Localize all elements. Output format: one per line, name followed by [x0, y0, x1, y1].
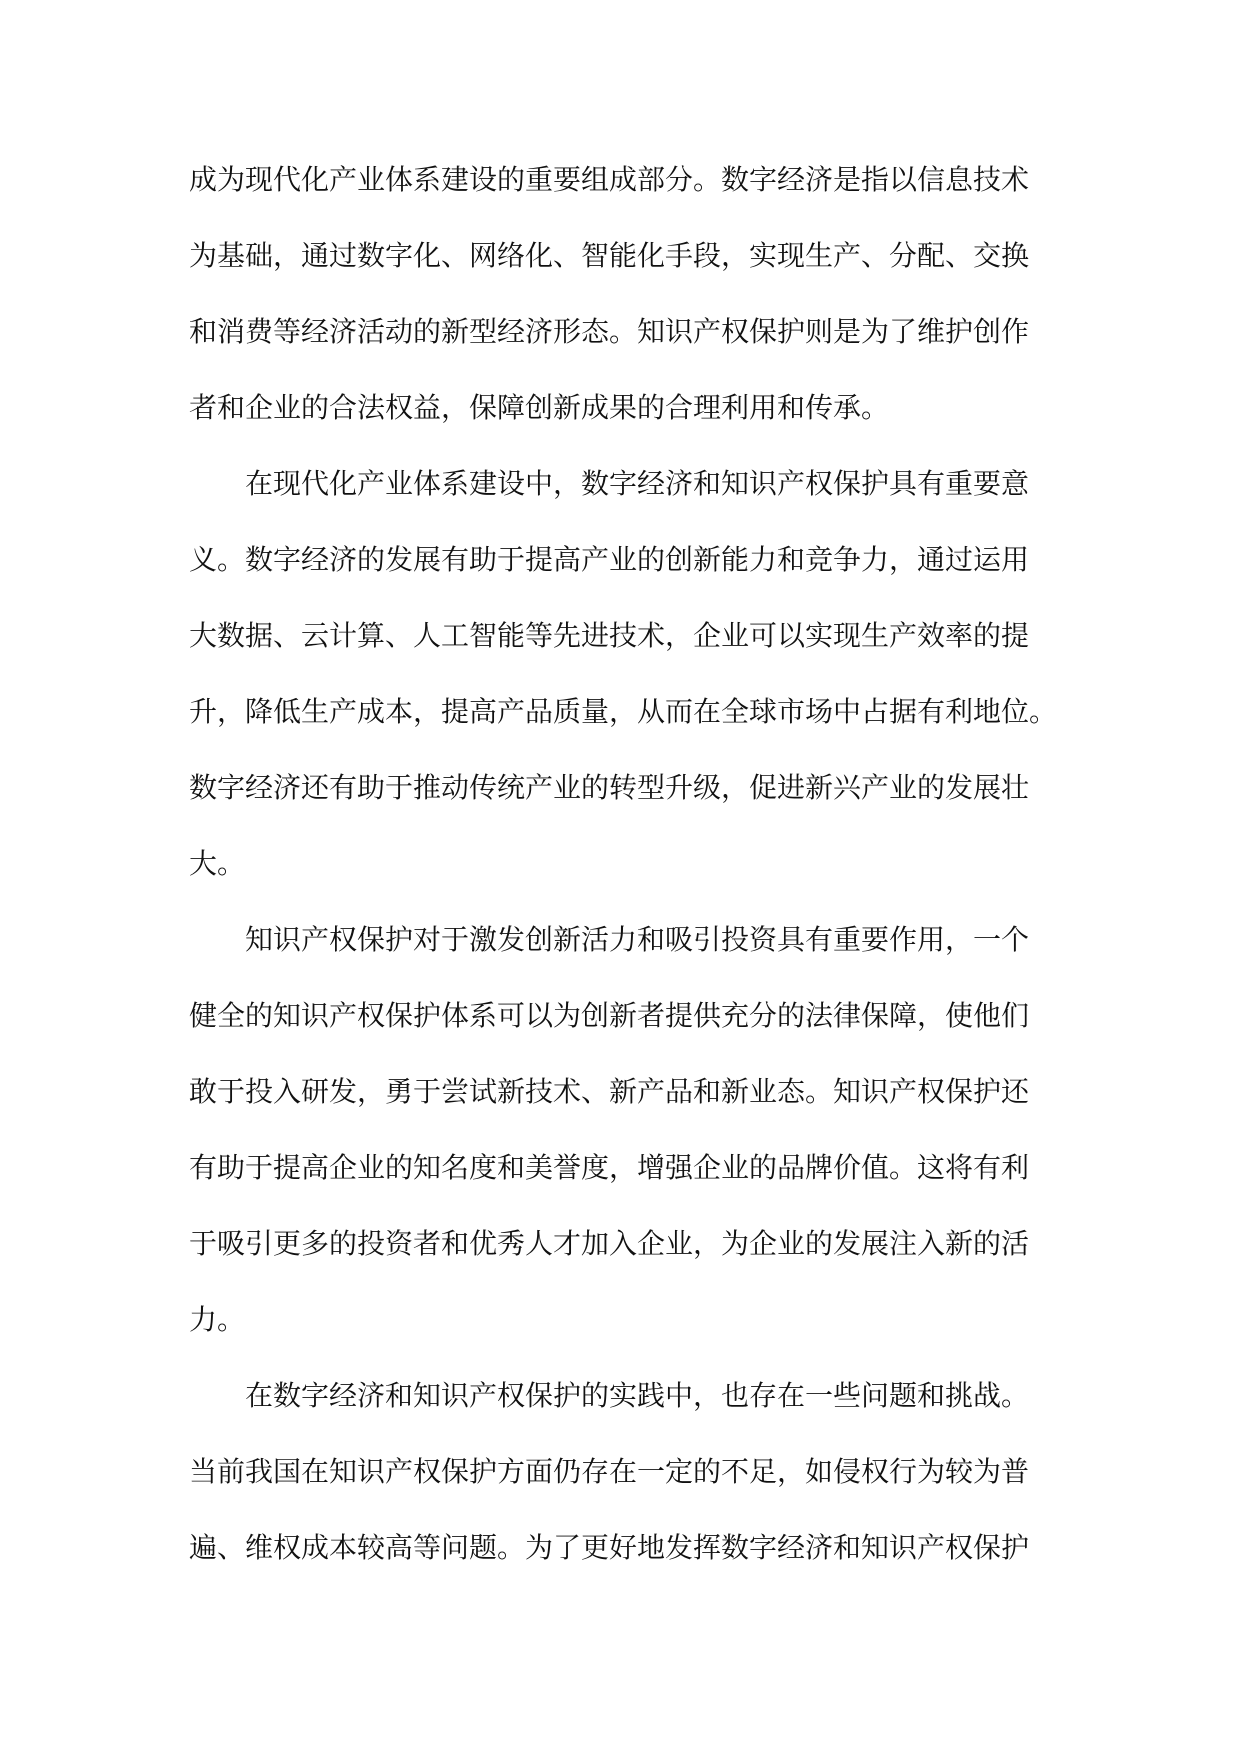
text-line: 和消费等经济活动的新型经济形态。知识产权保护则是为了维护创作 — [189, 315, 1030, 348]
text-line: 力。 — [189, 1303, 246, 1336]
paragraph-first-line: 知识产权保护对于激发创新活力和吸引投资具有重要作用，一个 — [245, 923, 1030, 956]
text-line: 大。 — [189, 847, 246, 880]
text-line: 义。数字经济的发展有助于提高产业的创新能力和竞争力，通过运用 — [189, 543, 1030, 576]
paragraph-first-line: 在现代化产业体系建设中，数字经济和知识产权保护具有重要意 — [245, 467, 1030, 500]
text-line: 遍、维权成本较高等问题。为了更好地发挥数字经济和知识产权保护 — [189, 1531, 1030, 1564]
text-line: 于吸引更多的投资者和优秀人才加入企业，为企业的发展注入新的活 — [189, 1227, 1030, 1260]
body-text — [189, 142, 1065, 1586]
text-line: 有助于提高企业的知名度和美誉度，增强企业的品牌价值。这将有利 — [189, 1151, 1030, 1184]
text-line: 当前我国在知识产权保护方面仍存在一定的不足，如侵权行为较为普 — [189, 1455, 1030, 1488]
text-line: 者和企业的合法权益，保障创新成果的合理利用和传承。 — [189, 391, 890, 424]
text-line: 数字经济还有助于推动传统产业的转型升级，促进新兴产业的发展壮 — [189, 771, 1030, 804]
text-line: 升，降低生产成本，提高产品质量，从而在全球市场中占据有利地位。 — [189, 695, 1058, 728]
paragraph-first-line: 在数字经济和知识产权保护的实践中，也存在一些问题和挑战。 — [245, 1379, 1030, 1412]
text-line: 敢于投入研发，勇于尝试新技术、新产品和新业态。知识产权保护还 — [189, 1075, 1030, 1108]
text-line: 大数据、云计算、人工智能等先进技术，企业可以实现生产效率的提 — [189, 619, 1030, 652]
text-line: 成为现代化产业体系建设的重要组成部分。数字经济是指以信息技术 — [189, 163, 1030, 196]
text-line: 健全的知识产权保护体系可以为创新者提供充分的法律保障，使他们 — [189, 999, 1030, 1032]
text-line: 为基础，通过数字化、网络化、智能化手段，实现生产、分配、交换 — [189, 239, 1030, 272]
